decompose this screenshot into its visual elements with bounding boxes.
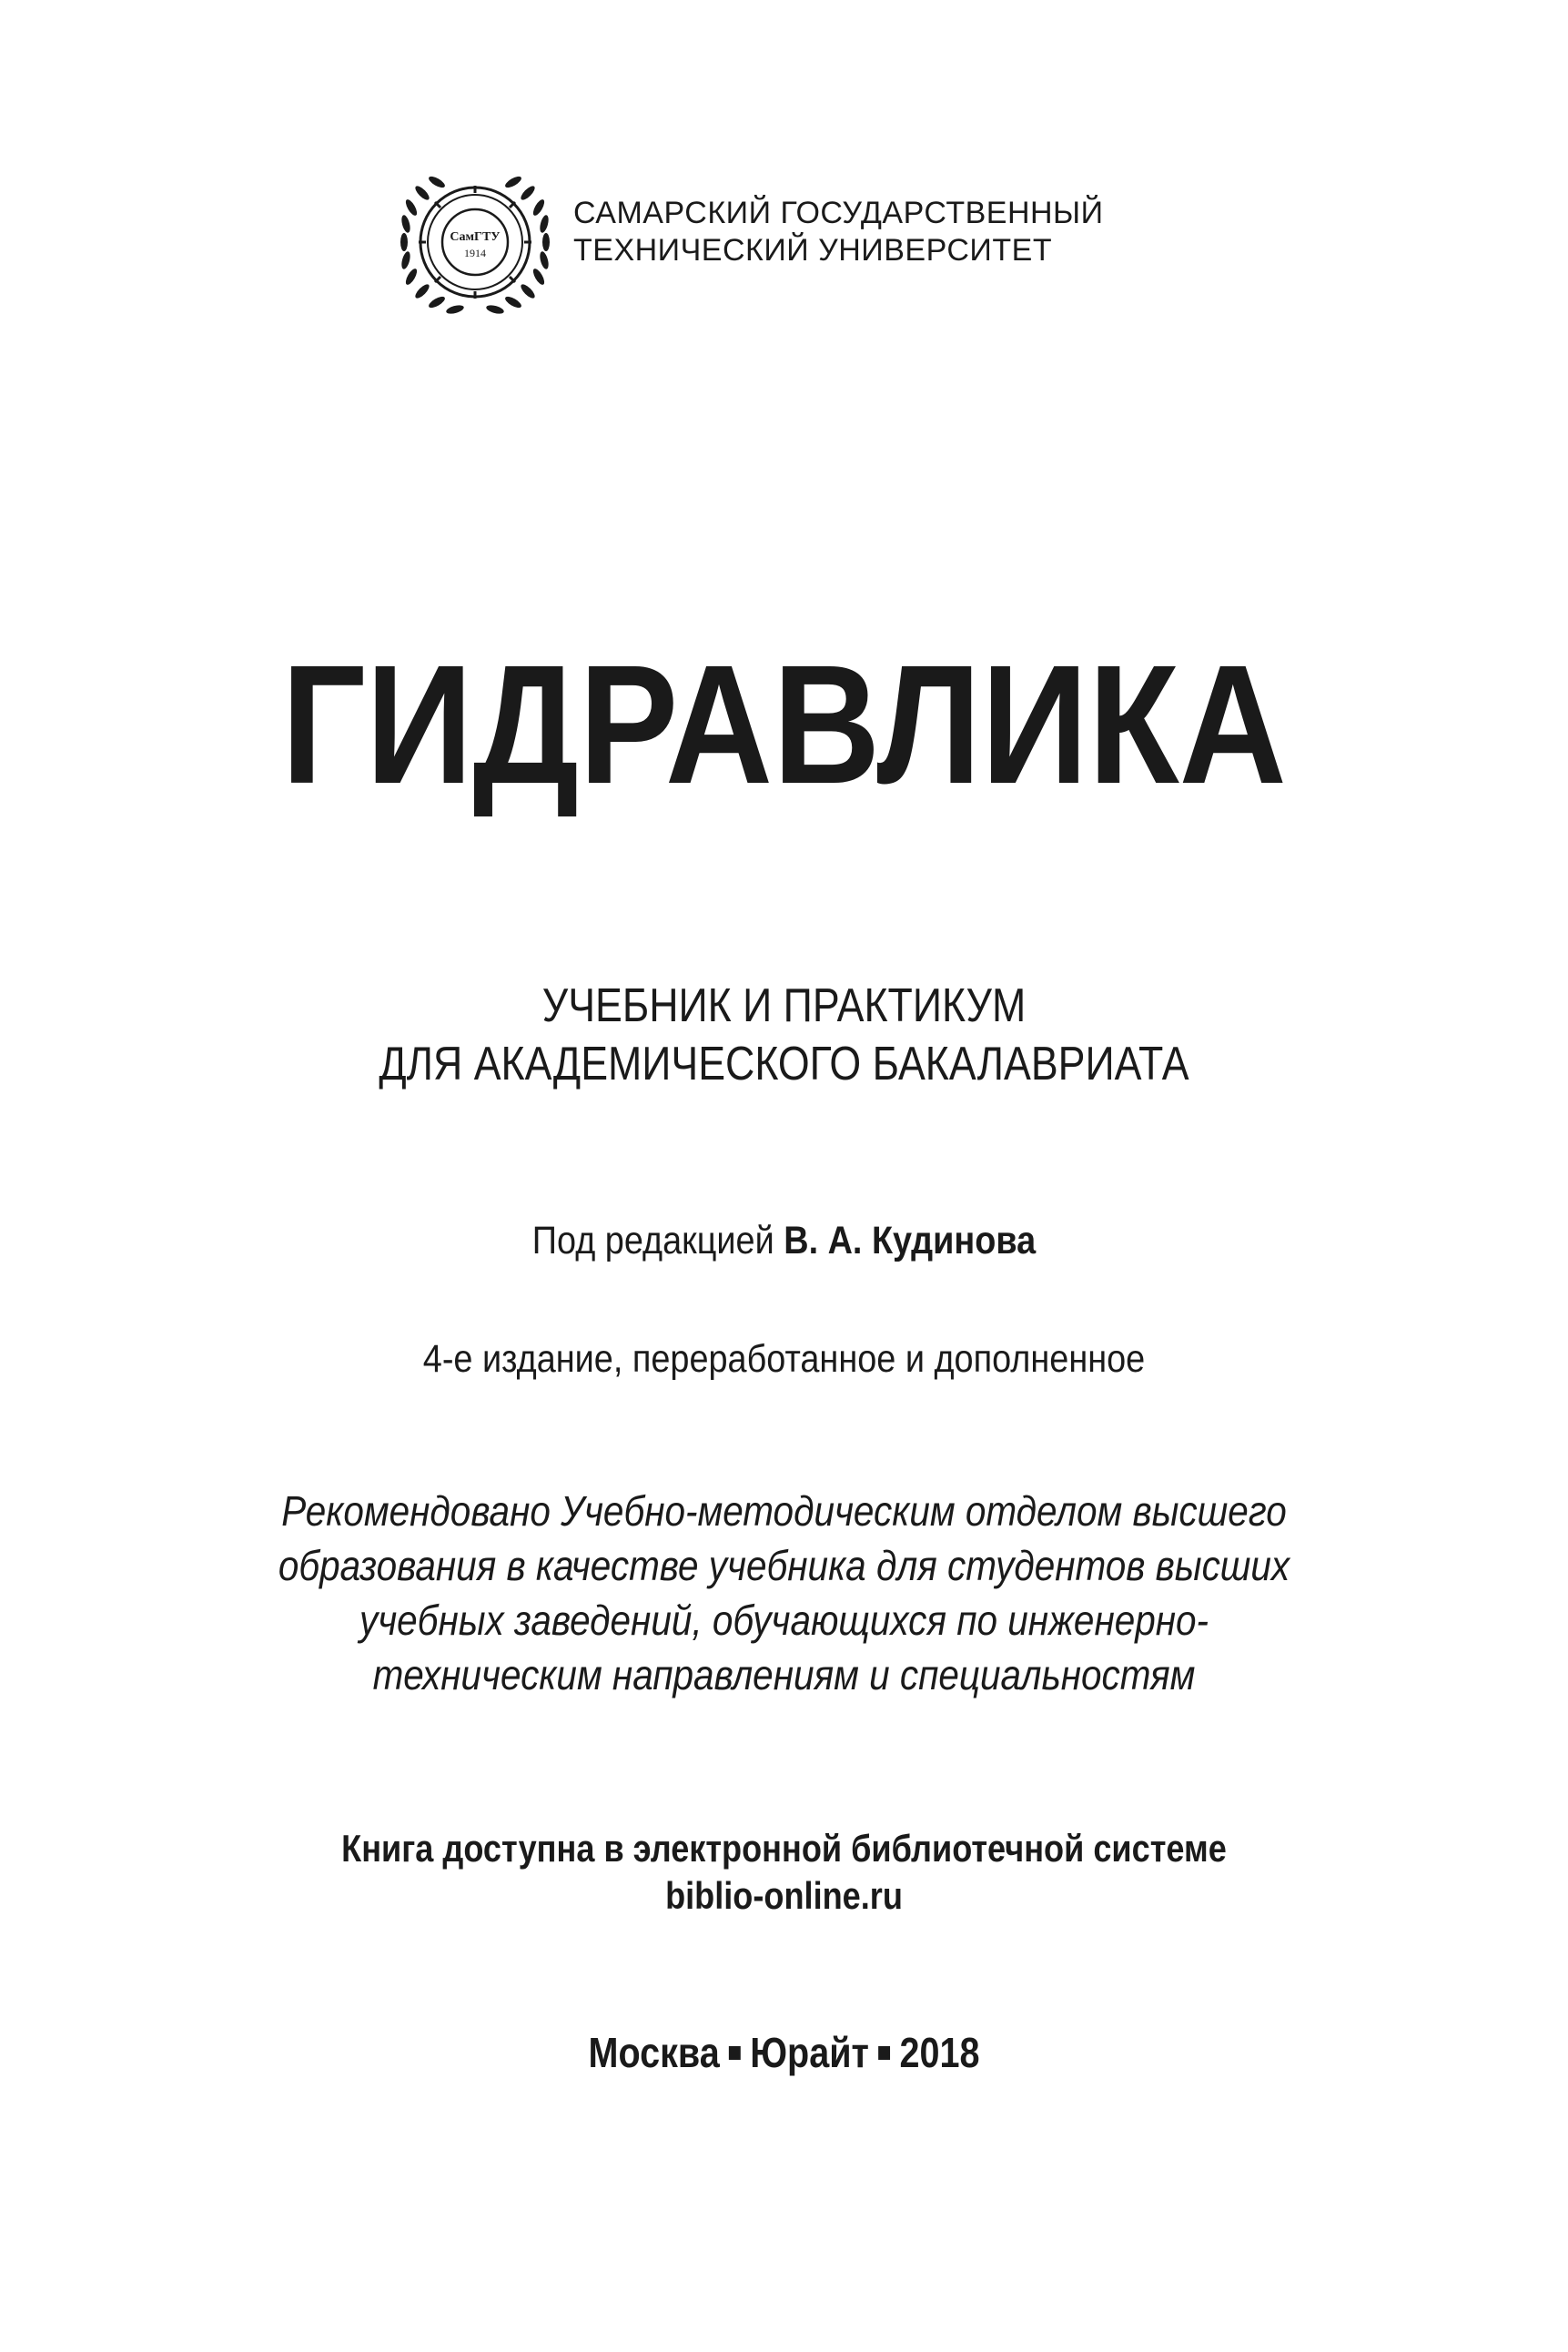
university-name: [573, 195, 1104, 269]
editor-prefix: Под редакцией: [531, 1219, 784, 1262]
seal-year-text: 1914: [464, 247, 486, 259]
university-header: [393, 160, 1212, 324]
availability-line-1: Книга доступна в электронной библиотечной системе: [341, 1827, 1227, 1870]
seal-abbr-text: СамГТУ: [450, 230, 501, 244]
edition-note: 4-е издание, переработанное и дополненное: [422, 1337, 1146, 1381]
subtitle-line-1: УЧЕБНИК И ПРАКТИКУМ: [541, 979, 1027, 1032]
editor-credit: [94, 1216, 1473, 1265]
recommendation-line-1: Рекомендовано Учебно-методическим отделом высшего: [281, 1487, 1287, 1535]
editor-name: В. А. Кудинова: [784, 1219, 1037, 1262]
university-name-line-1: САМАРСКИЙ ГОСУДАРСТВЕННЫЙ: [573, 196, 1104, 230]
availability-note: [110, 1825, 1459, 1920]
university-seal-icon: [393, 160, 557, 324]
imprint-year: 2018: [899, 2029, 980, 2076]
imprint-city: Москва: [588, 2029, 720, 2076]
imprint: [110, 2026, 1459, 2079]
imprint-separator-icon: [878, 2046, 890, 2060]
university-name-line-2: ТЕХНИЧЕСКИЙ УНИВЕРСИТЕТ: [573, 233, 1053, 268]
recommendation-line-2: образования в качестве учебника для студентов высших: [278, 1542, 1290, 1589]
book-title: ГИДРАВЛИКА: [281, 631, 1287, 819]
recommendation-line-4: техническим направлениям и специальностям: [372, 1651, 1196, 1698]
availability-url: biblio-online.ru: [665, 1874, 903, 1917]
subtitle-line-2: ДЛЯ АКАДЕМИЧЕСКОГО БАКАЛАВРИАТА: [379, 1038, 1189, 1090]
imprint-publisher: Юрайт: [750, 2029, 869, 2076]
recommendation-note: [94, 1484, 1473, 1702]
book-subtitle: [110, 977, 1459, 1093]
imprint-separator-icon: [729, 2046, 741, 2060]
recommendation-line-3: учебных заведений, обучающихся по инженерно-: [359, 1597, 1209, 1644]
